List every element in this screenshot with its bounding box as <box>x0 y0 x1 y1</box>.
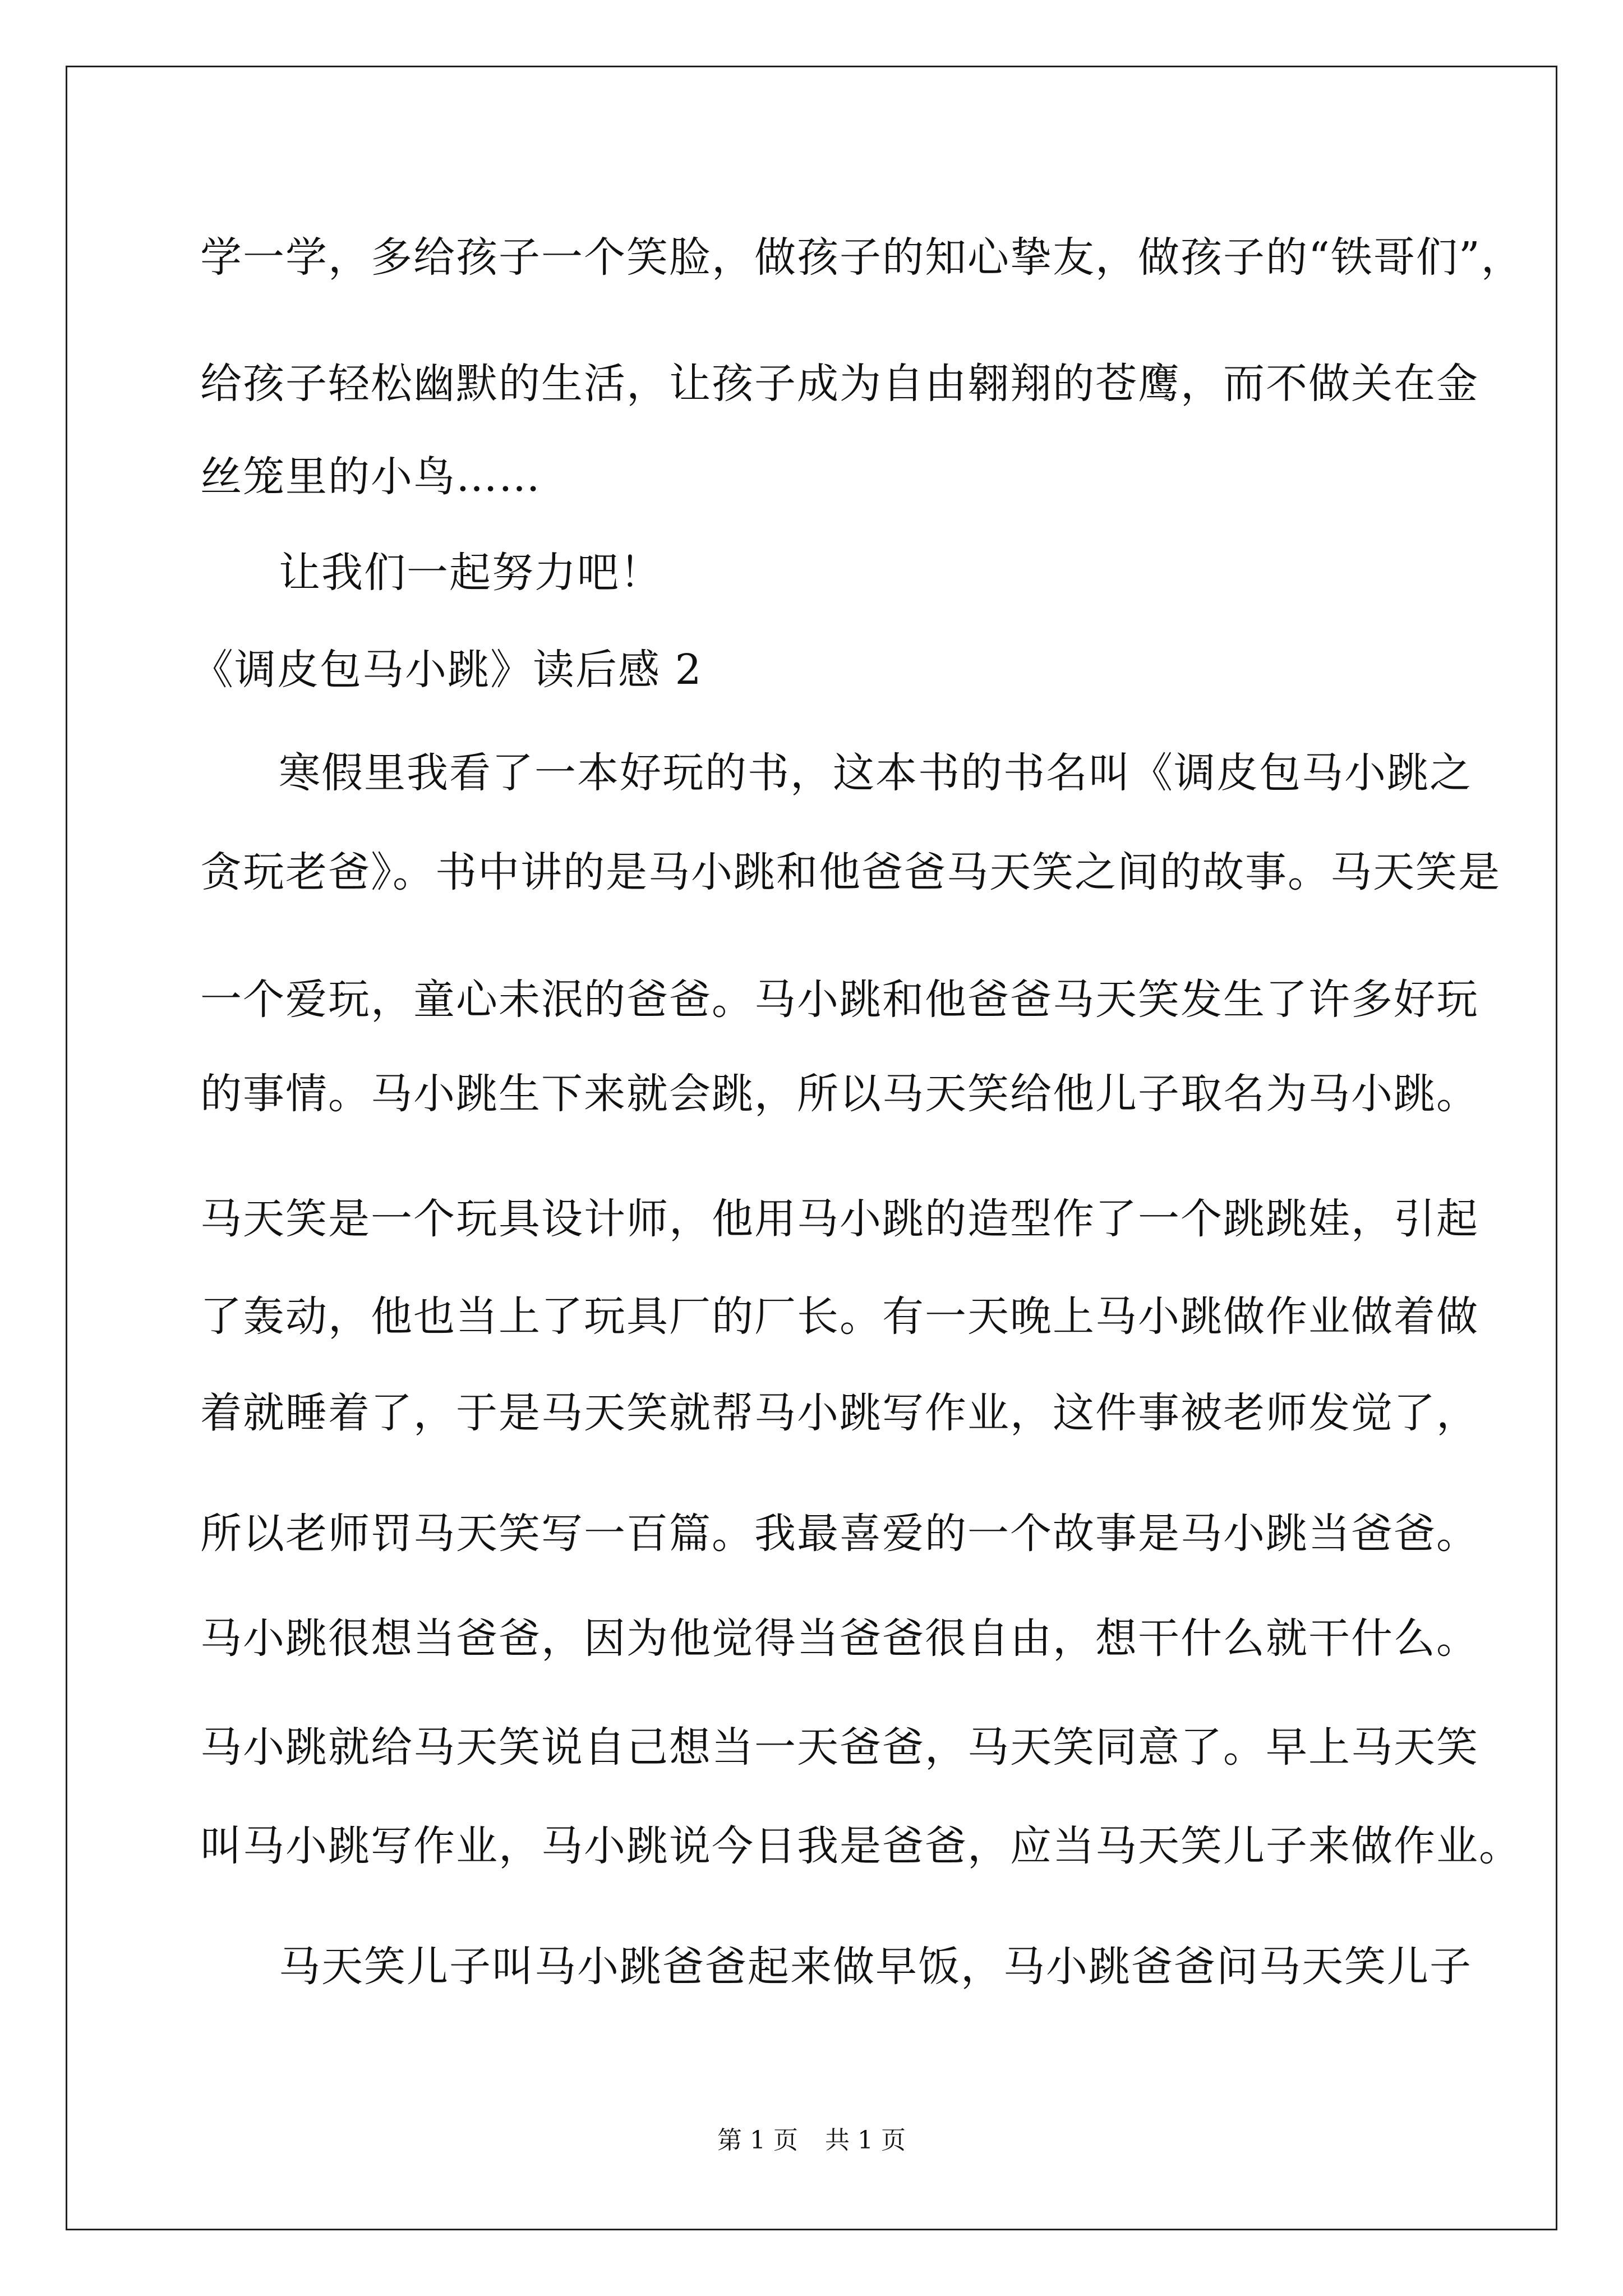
section-heading: 《调皮包马小跳》读后感 2 <box>192 646 703 694</box>
body-line-13: 所以老师罚马天笑写一百篇。我最喜爱的一个故事是马小跳当爸爸。 <box>200 1510 1479 1558</box>
body-line-11: 了轰动，他也当上了玩具厂的厂长。有一天晚上马小跳做作业做着做 <box>200 1292 1479 1341</box>
body-line-10: 马天笑是一个玩具设计师，他用马小跳的造型作了一个跳跳娃，引起 <box>200 1195 1479 1243</box>
page-number-total: 共 1 页 <box>825 2126 906 2155</box>
body-line-8: 一个爱玩，童心未泯的爸爸。马小跳和他爸爸马天笑发生了许多好玩 <box>200 976 1479 1024</box>
body-line-15: 马小跳就给马天笑说自己想当一天爸爸，马天笑同意了。早上马天笑 <box>200 1723 1479 1772</box>
body-line-7: 贪玩老爸》。书中讲的是马小跳和他爸爸马天笑之间的故事。马天笑是 <box>200 848 1501 896</box>
page-footer <box>0 2124 1623 2157</box>
body-line-12: 着就睡着了，于是马天笑就帮马小跳写作业，这件事被老师发觉了， <box>200 1389 1479 1437</box>
body-line-14: 马小跳很想当爸爸，因为他觉得当爸爸很自由，想干什么就干什么。 <box>200 1614 1479 1663</box>
body-line-3: 丝笼里的小鸟…… <box>200 453 541 501</box>
body-line-17: 马天笑儿子叫马小跳爸爸起来做早饭，马小跳爸爸问马天笑儿子 <box>279 1943 1472 1991</box>
body-line-1: 学一学，多给孩子一个笑脸，做孩子的知心挚友，做孩子的“铁哥们”， <box>200 233 1524 282</box>
body-line-6: 寒假里我看了一本好玩的书，这本书的书名叫《调皮包马小跳之 <box>279 749 1472 797</box>
body-line-16: 叫马小跳写作业，马小跳说今日我是爸爸，应当马天笑儿子来做作业。 <box>200 1822 1521 1870</box>
body-line-2: 给孩子轻松幽默的生活，让孩子成为自由翱翔的苍鹰，而不做关在金 <box>200 360 1479 408</box>
body-line-4: 让我们一起努力吧！ <box>279 549 662 597</box>
page-number-current: 第 1 页 <box>717 2126 798 2155</box>
body-line-9: 的事情。马小跳生下来就会跳，所以马天笑给他儿子取名为马小跳。 <box>200 1070 1479 1118</box>
